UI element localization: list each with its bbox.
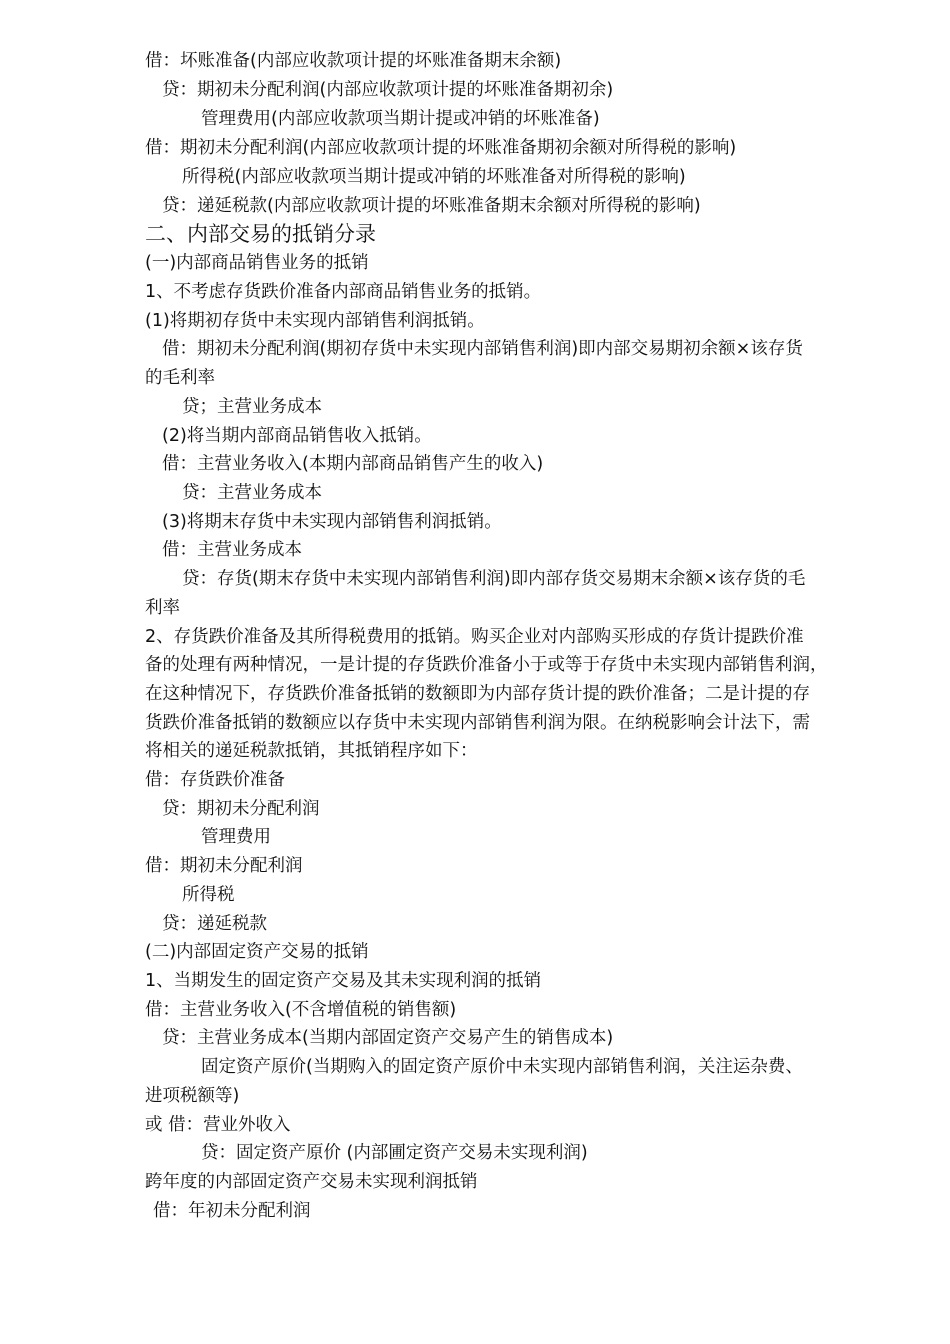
paragraph-line: 将相关的递延税款抵销，其抵销程序如下： — [145, 741, 478, 761]
text-line: 借：存货跌价准备 — [145, 770, 285, 790]
text-line: 固定资产原价(当期购入的固定资产原价中未实现内部销售利润，关注运杂费、 — [201, 1057, 803, 1077]
paragraph-line: 备的处理有两种情况，一是计提的存货跌价准备小于或等于存货中未实现内部销售利润， — [145, 655, 828, 675]
text-line: 的毛利率 — [145, 368, 215, 388]
subsection-heading: (二)内部固定资产交易的抵销 — [145, 942, 369, 962]
text-line: 贷：期初未分配利润 — [162, 799, 320, 819]
text-line: 贷；主营业务成本 — [182, 397, 322, 417]
text-line: 借：主营业务成本 — [162, 540, 302, 560]
text-line: 贷：固定资产原价 (内部圃定资产交易未实现利润) — [201, 1143, 588, 1163]
text-line: 所得税 — [182, 885, 235, 905]
paragraph-line: 在这种情况下，存货跌价准备抵销的数额即为内部存货计提的跌价准备；二是计提的存 — [145, 684, 810, 704]
text-line: 贷：存货(期末存货中未实现内部销售利润)即内部存货交易期末余额×该存货的毛 — [182, 569, 806, 589]
text-line: 贷：递延税款 — [162, 914, 267, 934]
text-line: 借：年初未分配利润 — [153, 1201, 311, 1221]
text-line: (3)将期末存货中未实现内部销售利润抵销。 — [162, 512, 502, 532]
text-line: 1、不考虑存货跌价准备内部商品销售业务的抵销。 — [145, 282, 542, 302]
subsection-heading: (一)内部商品销售业务的抵销 — [145, 253, 369, 273]
section-heading: 二、内部交易的抵销分录 — [145, 222, 376, 246]
text-line: 借：主营业务收入(不含增值税的销售额) — [145, 1000, 457, 1020]
text-line: 或 借：营业外收入 — [145, 1115, 291, 1135]
paragraph-line: 2、存货跌价准备及其所得税费用的抵销。购买企业对内部购买形成的存货计提跌价准 — [145, 627, 804, 647]
text-line: 借：期初未分配利润(期初存货中未实现内部销售利润)即内部交易期初余额×该存货 — [162, 339, 803, 359]
text-line: 借：期初未分配利润 — [145, 856, 303, 876]
text-line: 1、当期发生的固定资产交易及其未实现利润的抵销 — [145, 971, 542, 991]
text-line: 借：坏账准备(内部应收款项计提的坏账准备期末余额) — [145, 51, 562, 71]
text-line: 管理费用(内部应收款项当期计提或冲销的坏账准备) — [201, 109, 600, 129]
text-line: 贷：主营业务成本(当期内部固定资产交易产生的销售成本) — [162, 1028, 614, 1048]
text-line: 跨年度的内部固定资产交易未实现利润抵销 — [145, 1172, 478, 1192]
text-line: 贷：主营业务成本 — [182, 483, 322, 503]
paragraph-line: 货跌价准备抵销的数额应以存货中未实现内部销售利润为限。在纳税影响会计法下，需 — [145, 713, 810, 733]
text-line: 进项税额等) — [145, 1086, 240, 1106]
text-line: 管理费用 — [201, 827, 271, 847]
text-line: (2)将当期内部商品销售收入抵销。 — [162, 426, 432, 446]
text-line: 借：期初未分配利润(内部应收款项计提的坏账准备期初余额对所得税的影响) — [145, 138, 737, 158]
text-line: 贷：期初未分配利润(内部应收款项计提的坏账准备期初余) — [162, 80, 614, 100]
text-line: 所得税(内部应收款项当期计提或冲销的坏账准备对所得税的影响) — [182, 167, 686, 187]
text-line: 利率 — [145, 598, 180, 618]
text-line: 借：主营业务收入(本期内部商品销售产生的收入) — [162, 454, 544, 474]
text-line: 贷：递延税款(内部应收款项计提的坏账准备期末余额对所得税的影响) — [162, 196, 701, 216]
text-line: (1)将期初存货中未实现内部销售利润抵销。 — [145, 311, 485, 331]
